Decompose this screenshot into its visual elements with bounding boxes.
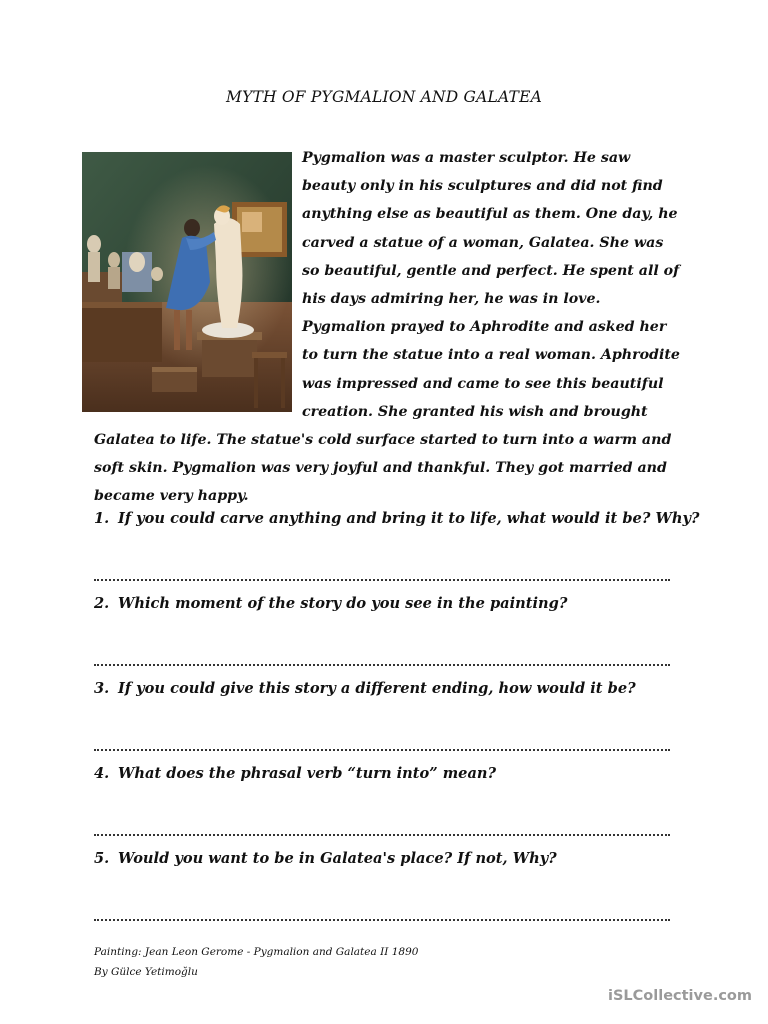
question-text (94, 765, 497, 782)
question-text (94, 850, 557, 867)
page-title: MYTH OF PYGMALION AND GALATEA (226, 88, 542, 106)
answer-line[interactable] (94, 834, 670, 836)
answer-line[interactable] (94, 919, 670, 921)
question-number: 5. (94, 850, 110, 867)
answer-line[interactable] (94, 664, 670, 666)
question-label: If you could give this story a different ending, how would it be? (118, 680, 636, 697)
question-label: Which moment of the story do you see in the painting? (118, 595, 568, 612)
question-text (94, 680, 636, 697)
question-number: 4. (94, 765, 110, 782)
site-watermark: iSLCollective.com (608, 988, 752, 1004)
question-text (94, 595, 568, 612)
question-text (94, 510, 700, 527)
story-text: Pygmalion was a master sculptor. He saw beauty only in his sculptures and did not find anything else as beautiful as them. One day, he carved a statue of a woman, Galatea. She was so beautiful, gentle and perfect. He spent all of his days admiring her, he was in love. Pygmalion prayed to Aphrodite and asked her to turn the statue into a real woman. Aphrodite was impressed and came to see this beautiful creation. She granted his wish and brought Galatea to life. The statue's cold surface started to turn into a warm and soft skin. Pygmalion was very joyful and thankful. They got married and became very happy. (94, 150, 680, 505)
story-paragraph (94, 144, 684, 511)
image-spacer (94, 144, 302, 426)
question-label: If you could carve anything and bring it to life, what would it be? Why? (118, 510, 700, 527)
painting-credit: Painting: Jean Leon Gerome - Pygmalion and Galatea II 1890 (94, 946, 419, 958)
answer-line[interactable] (94, 579, 670, 581)
question-label: What does the phrasal verb “turn into” mean? (118, 765, 497, 782)
question-number: 2. (94, 595, 110, 612)
question-number: 3. (94, 680, 110, 697)
credits (94, 942, 418, 982)
question-number: 1. (94, 510, 110, 527)
answer-line[interactable] (94, 749, 670, 751)
author-credit: By Gülce Yetimoğlu (94, 966, 198, 978)
question-label: Would you want to be in Galatea's place? If not, Why? (118, 850, 557, 867)
